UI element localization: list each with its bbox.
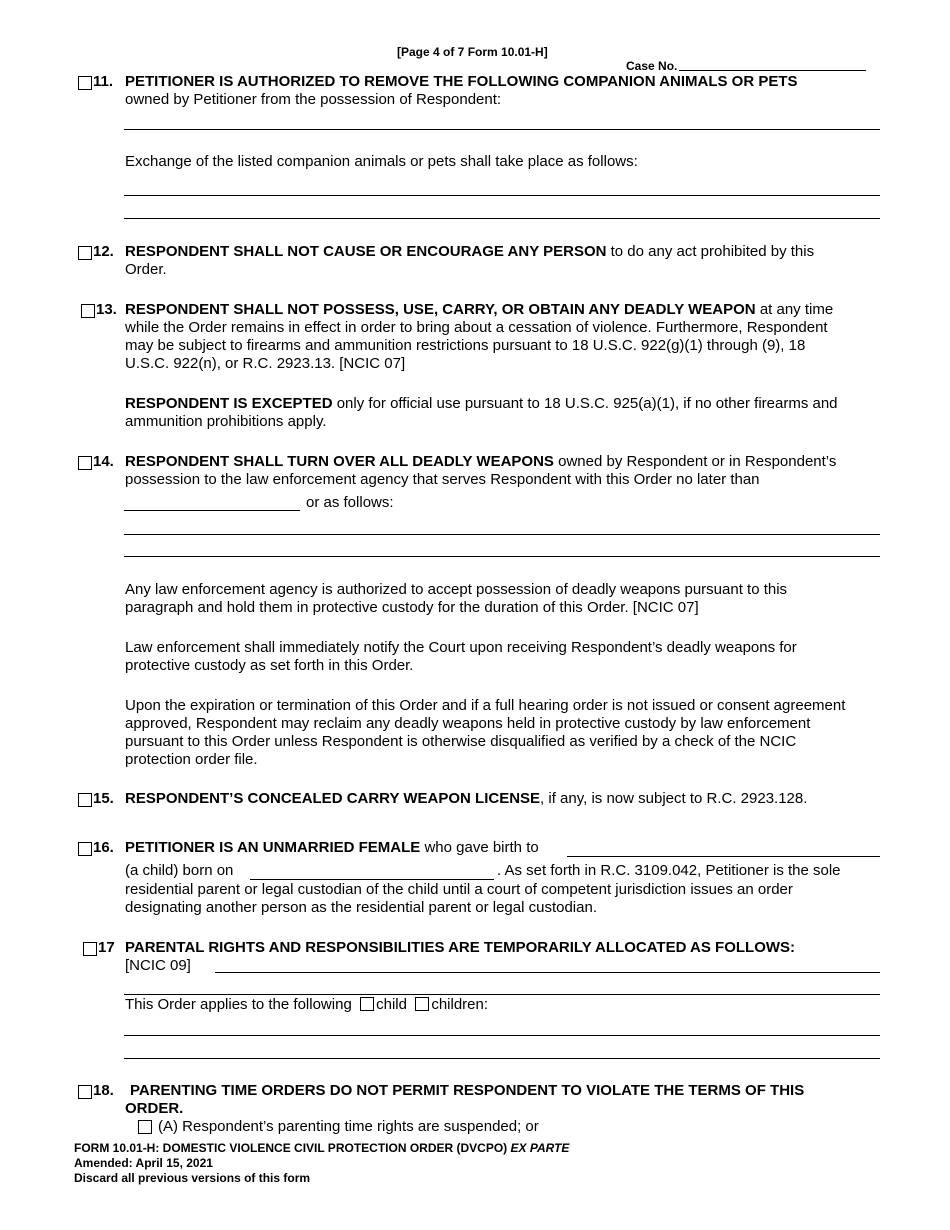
item-15-heading: RESPONDENT’S CONCEALED CARRY WEAPON LICENSE xyxy=(125,790,541,807)
item-13-excepted-line-1 xyxy=(125,395,880,413)
children-label: children: xyxy=(431,996,489,1013)
item-14-heading: RESPONDENT SHALL TURN OVER ALL DEADLY WEAPONS xyxy=(125,453,554,470)
item-18-heading-1: PARENTING TIME ORDERS DO NOT PERMIT RESPONDENT TO VIOLATE THE TERMS OF THIS xyxy=(130,1082,805,1099)
item-13-text: at any time xyxy=(755,301,834,318)
item-18-option-a-checkbox[interactable] xyxy=(138,1120,152,1134)
item-12-heading: RESPONDENT SHALL NOT CAUSE OR ENCOURAGE ANY PERSON xyxy=(125,243,607,260)
item-17-applies-line xyxy=(125,996,880,1014)
item-15-number: 15. xyxy=(93,790,114,807)
item-14-number: 14. xyxy=(93,453,114,470)
item-14-date-field[interactable] xyxy=(124,510,300,511)
item-11-exchange-line-1[interactable] xyxy=(124,195,880,196)
footer-discard: Discard all previous versions of this form xyxy=(74,1171,311,1185)
case-no-field[interactable] xyxy=(679,70,866,71)
item-18-number: 18. xyxy=(93,1082,114,1099)
item-14-p1-line-1: Any law enforcement agency is authorized to accept possession of deadly weapons pursuant to this xyxy=(125,581,788,598)
item-16-text: who gave birth to xyxy=(420,839,539,856)
item-17-allocation-line-2[interactable] xyxy=(124,994,880,995)
item-13-line-2: while the Order remains in effect in order to bring about a cessation of violence. Furthermore, Respondent xyxy=(125,319,828,336)
item-13-excepted-text: only for official use pursuant to 18 U.S.C. 925(a)(1), if no other firearms and xyxy=(332,395,838,412)
item-14-checkbox[interactable] xyxy=(78,456,92,470)
item-14-p3-line-3: pursuant to this Order unless Respondent is otherwise disqualified as verified by a check of the NCIC xyxy=(125,733,797,750)
child-checkbox[interactable] xyxy=(360,997,374,1011)
item-15-text: , if any, is now subject to R.C. 2923.128. xyxy=(540,790,808,807)
item-12-line-1 xyxy=(125,243,880,261)
item-11-heading: PETITIONER IS AUTHORIZED TO REMOVE THE FOLLOWING COMPANION ANIMALS OR PETS xyxy=(125,73,798,90)
item-11-pets-line[interactable] xyxy=(124,129,880,130)
item-12-number: 12. xyxy=(93,243,114,260)
item-16-checkbox[interactable] xyxy=(78,842,92,856)
item-14-line-1 xyxy=(125,453,880,471)
item-16-line-3: residential parent or legal custodian of the child until a court of competent jurisdiction issues an order xyxy=(125,881,793,898)
item-13-heading: RESPONDENT SHALL NOT POSSESS, USE, CARRY, OR OBTAIN ANY DEADLY WEAPON xyxy=(125,301,756,318)
item-11-text: owned by Petitioner from the possession of Respondent: xyxy=(125,91,502,108)
case-no-label: Case No. xyxy=(626,59,678,73)
item-18-option-a-text: (A) Respondent’s parenting time rights are suspended; or xyxy=(158,1118,539,1135)
item-16-number: 16. xyxy=(93,839,114,856)
item-17-ncic: [NCIC 09] xyxy=(125,957,191,974)
item-18-checkbox[interactable] xyxy=(78,1085,92,1099)
footer-form-italic: EX PARTE xyxy=(510,1141,570,1155)
item-14-line-2: possession to the law enforcement agency that serves Respondent with this Order no later than xyxy=(125,471,760,488)
item-14-p3-line-2: approved, Respondent may reclaim any deadly weapons held in protective custody by law enforcement xyxy=(125,715,811,732)
item-14-p3-line-1: Upon the expiration or termination of this Order and if a full hearing order is not issued or consent agreement xyxy=(125,697,846,714)
item-14-as-follows: or as follows: xyxy=(306,494,394,511)
page-label: [Page 4 of 7 Form 10.01-H] xyxy=(397,45,548,59)
item-13-excepted-line-2: ammunition prohibitions apply. xyxy=(125,413,327,430)
item-15-line xyxy=(125,790,880,808)
item-11-exchange-line-2[interactable] xyxy=(124,218,880,219)
item-14-follows-line-1[interactable] xyxy=(124,534,880,535)
footer-amended: Amended: April 15, 2021 xyxy=(74,1156,213,1170)
item-14-p2-line-2: protective custody as set forth in this Order. xyxy=(125,657,414,674)
item-17-children-line-1[interactable] xyxy=(124,1035,880,1036)
item-16-date-field[interactable] xyxy=(250,879,494,880)
item-13-excepted-heading: RESPONDENT IS EXCEPTED xyxy=(125,395,333,412)
item-17-allocation-line-1[interactable] xyxy=(215,972,880,973)
item-17-children-line-2[interactable] xyxy=(124,1058,880,1059)
item-13-line-4: U.S.C. 922(n), or R.C. 2923.13. [NCIC 07] xyxy=(125,355,406,372)
children-checkbox[interactable] xyxy=(415,997,429,1011)
item-16-heading: PETITIONER IS AN UNMARRIED FEMALE xyxy=(125,839,421,856)
item-13-line-1 xyxy=(125,301,880,319)
item-18-heading-2: ORDER. xyxy=(125,1100,184,1117)
item-14-follows-line-2[interactable] xyxy=(124,556,880,557)
item-14-p1-line-2: paragraph and hold them in protective custody for the duration of this Order. [NCIC 07] xyxy=(125,599,699,616)
item-16-line-4: designating another person as the residential parent or legal custodian. xyxy=(125,899,597,916)
item-13-checkbox[interactable] xyxy=(81,304,95,318)
item-11-number: 11. xyxy=(93,73,114,90)
item-11-checkbox[interactable] xyxy=(78,76,92,90)
item-13-line-3: may be subject to firearms and ammunition restrictions pursuant to 18 U.S.C. 922(g)(1) through (9), 18 xyxy=(125,337,806,354)
item-12-checkbox[interactable] xyxy=(78,246,92,260)
item-17-number: 17 xyxy=(98,939,115,956)
item-11-exchange-text: Exchange of the listed companion animals or pets shall take place as follows: xyxy=(125,153,638,170)
item-16-line-1 xyxy=(125,839,880,857)
item-15-checkbox[interactable] xyxy=(78,793,92,807)
footer-form-title: FORM 10.01-H: DOMESTIC VIOLENCE CIVIL PROTECTION ORDER (DVCPO) xyxy=(74,1141,511,1155)
footer-form-name xyxy=(74,1141,569,1156)
item-12-text: to do any act prohibited by this xyxy=(606,243,815,260)
item-14-p2-line-1: Law enforcement shall immediately notify the Court upon receiving Respondent’s deadly weapons for xyxy=(125,639,797,656)
item-13-number: 13. xyxy=(96,301,117,318)
item-17-heading: PARENTAL RIGHTS AND RESPONSIBILITIES ARE TEMPORARILY ALLOCATED AS FOLLOWS: xyxy=(125,939,796,956)
item-16-name-field[interactable] xyxy=(567,856,880,857)
item-17-checkbox[interactable] xyxy=(83,942,97,956)
item-17-applies-text: This Order applies to the following xyxy=(125,996,352,1013)
item-16-set-forth: . As set forth in R.C. 3109.042, Petitioner is the sole xyxy=(497,862,841,879)
item-14-p3-line-4: protection order file. xyxy=(125,751,258,768)
item-16-born-on: (a child) born on xyxy=(125,862,234,879)
child-label: child xyxy=(376,996,407,1013)
item-14-text: owned by Respondent or in Respondent’s xyxy=(553,453,837,470)
item-12-line-2: Order. xyxy=(125,261,167,278)
